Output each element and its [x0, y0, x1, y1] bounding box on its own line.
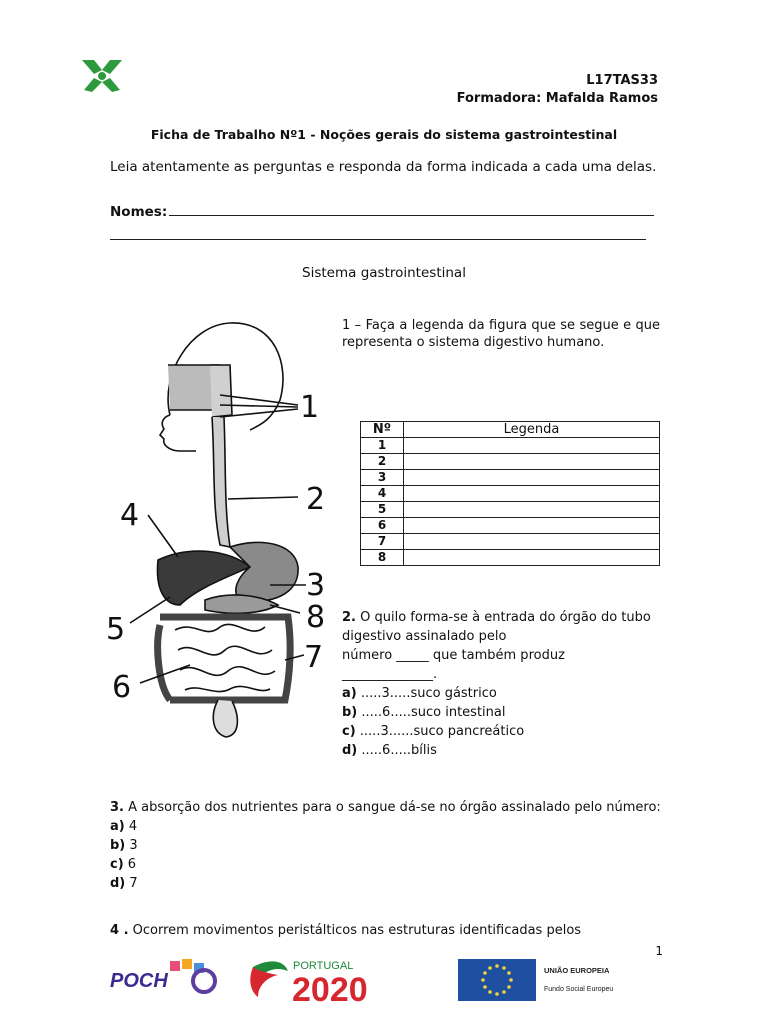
instructions: Leia atentamente as perguntas e responda da forma indicada a cada uma delas.: [110, 159, 657, 175]
eu-subtitle: Fundo Social Europeu: [544, 986, 614, 993]
portugal-text: PORTUGAL: [293, 960, 354, 972]
figure-label: 2: [306, 482, 326, 517]
table-row: [361, 470, 660, 486]
question-number: 2.: [342, 610, 356, 625]
document-code: L17TAS33: [586, 73, 658, 88]
figure-label: 7: [304, 640, 324, 675]
option-b[interactable]: [110, 836, 670, 855]
figure-label: 4: [120, 498, 140, 533]
footer-logos: [108, 955, 628, 1005]
document-header: [457, 72, 658, 108]
option-c[interactable]: [342, 722, 662, 741]
question-text: A absorção dos nutrientes para o sangue dá-se no órgão assinalado pelo número:: [123, 800, 661, 815]
legend-answer-cell[interactable]: [404, 550, 660, 566]
option-letter: d): [342, 743, 358, 758]
question-2-line2: número _____ que também produz: [342, 648, 565, 663]
year-text: 2020: [292, 971, 368, 1005]
institution-logo: [80, 56, 124, 94]
option-text: 6: [123, 857, 137, 872]
legend-answer-cell[interactable]: [404, 534, 660, 550]
row-number: 4: [361, 486, 404, 502]
option-letter: b): [110, 838, 126, 853]
names-answer-line-2[interactable]: [110, 239, 646, 240]
question-3: [110, 798, 670, 893]
option-c[interactable]: [110, 855, 670, 874]
table-row: [361, 534, 660, 550]
legend-answer-cell[interactable]: [404, 502, 660, 518]
row-number: 7: [361, 534, 404, 550]
question-number: 3.: [110, 800, 124, 815]
question-text: O quilo forma-se à entrada do órgão do tubo digestivo assinalado pelo: [342, 610, 651, 644]
option-a[interactable]: [110, 817, 670, 836]
legend-answer-cell[interactable]: [404, 470, 660, 486]
portugal-2020-logo: [250, 960, 367, 1005]
option-text: 7: [125, 876, 138, 891]
question-3-text: [110, 798, 670, 817]
option-a[interactable]: [342, 684, 662, 703]
option-d[interactable]: [342, 741, 662, 760]
figure-label: 6: [112, 670, 132, 705]
question-number: 4 .: [110, 923, 129, 938]
option-letter: d): [110, 876, 126, 891]
option-text: .....3......suco pancreático: [355, 724, 525, 739]
poch-logo: [110, 959, 215, 992]
option-text: .....3.....suco gástrico: [356, 686, 497, 701]
poch-logo-text: POCH: [110, 970, 168, 992]
column-header-number: Nº: [361, 422, 404, 438]
legend-table: [360, 421, 660, 566]
legend-answer-cell[interactable]: [404, 486, 660, 502]
row-number: 6: [361, 518, 404, 534]
table-row: [361, 454, 660, 470]
option-d[interactable]: [110, 874, 670, 893]
option-letter: c): [342, 724, 356, 739]
option-text: .....6.....bílis: [357, 743, 437, 758]
row-number: 1: [361, 438, 404, 454]
option-text: .....6.....suco intestinal: [357, 705, 506, 720]
table-row: [361, 518, 660, 534]
question-4-text: [110, 923, 581, 938]
names-answer-line[interactable]: [169, 203, 654, 216]
table-row: [361, 550, 660, 566]
question-2: [342, 608, 662, 760]
row-number: 5: [361, 502, 404, 518]
figure-label: 3: [306, 568, 326, 603]
question-2-text: [342, 608, 662, 646]
question-2-line3: ______________.: [342, 667, 438, 682]
legend-answer-cell[interactable]: [404, 518, 660, 534]
names-field: [110, 203, 654, 220]
option-letter: c): [110, 857, 124, 872]
row-number: 3: [361, 470, 404, 486]
figure-label: 1: [300, 390, 320, 425]
eu-logo: [458, 959, 613, 1001]
question-text: Ocorrem movimentos peristálticos nas estruturas identificadas pelos: [128, 923, 582, 938]
figure-label: 8: [306, 600, 326, 635]
digestive-system-figure: [100, 305, 340, 745]
legend-answer-cell[interactable]: [404, 438, 660, 454]
table-row: [361, 438, 660, 454]
page-number: 1: [655, 944, 663, 958]
option-text: 3: [125, 838, 138, 853]
trainer-name: Formadora: Mafalda Ramos: [456, 91, 658, 106]
figure-label: 5: [106, 612, 126, 647]
option-b[interactable]: [342, 703, 662, 722]
column-header-legend: Legenda: [404, 422, 660, 438]
table-row: [361, 486, 660, 502]
option-text: 4: [124, 819, 138, 834]
option-letter: a): [342, 686, 357, 701]
table-row: [361, 502, 660, 518]
names-label: Nomes:: [110, 204, 168, 220]
table-header-row: [361, 422, 660, 438]
worksheet-title: Ficha de Trabalho Nº1 - Noções gerais do sistema gastrointestinal: [150, 127, 618, 142]
section-title: Sistema gastrointestinal: [302, 265, 466, 281]
question-1-text: 1 – Faça a legenda da figura que se segue e que representa o sistema digestivo humano.: [342, 318, 660, 350]
legend-answer-cell[interactable]: [404, 454, 660, 470]
option-letter: b): [342, 705, 358, 720]
row-number: 8: [361, 550, 404, 566]
option-letter: a): [110, 819, 125, 834]
eu-title: UNIÃO EUROPEIA: [544, 966, 610, 975]
row-number: 2: [361, 454, 404, 470]
